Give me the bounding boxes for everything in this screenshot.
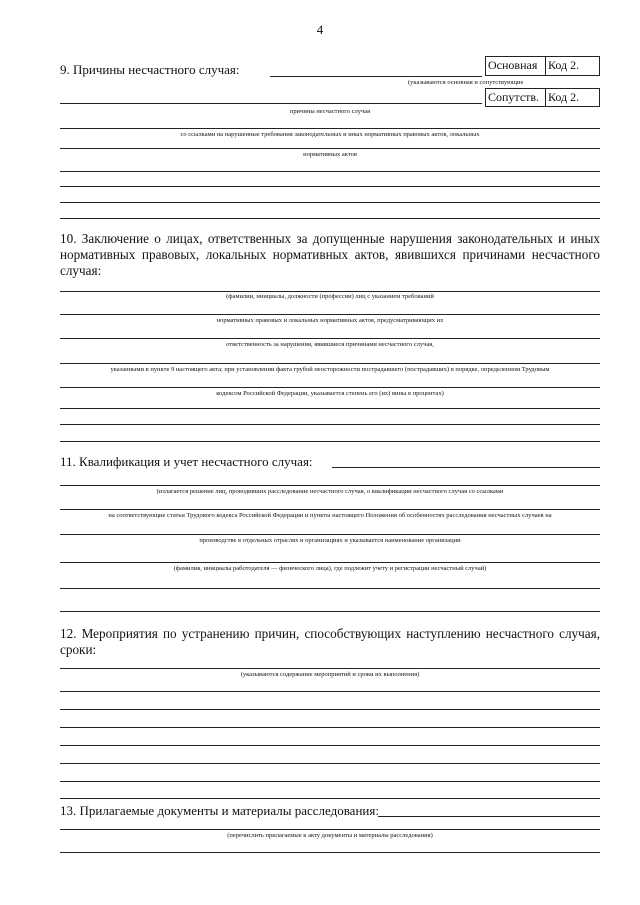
fill-line	[60, 338, 600, 339]
box-main: Основная	[485, 56, 546, 76]
fill-line	[60, 128, 600, 129]
fill-line	[378, 816, 600, 817]
fill-line	[60, 611, 600, 612]
fill-line	[60, 745, 600, 746]
caption-refs: со ссылками на нарушенные требования законодательных и иных нормативных правовых актов, локальных	[180, 131, 480, 138]
fill-line	[60, 798, 600, 799]
caption-10-2: нормативных правовых и локальных нормативных актов, предусматривающих их	[216, 317, 444, 324]
fill-line	[60, 509, 600, 510]
caption-10-5: кодексом Российской Федерации, указывается степень его (их) вины в процентах)	[216, 390, 444, 397]
fill-line	[270, 76, 482, 77]
fill-line	[60, 588, 600, 589]
caption-10-4: указанными в пункте 9 настоящего акта; при установлении факта грубой неосторожности пострадавшего (пострадавших) в порядке, определенном Трудовым	[110, 366, 550, 373]
box-concurrent: Сопутств.	[485, 88, 546, 107]
fill-line	[60, 727, 600, 728]
fill-line	[60, 218, 600, 219]
section-11-title: 11. Квалификация и учет несчастного случая:	[60, 454, 313, 469]
fill-line	[60, 562, 600, 563]
caption-acts: нормативных актов	[303, 151, 357, 158]
caption-10-3: ответственность за нарушения, явившиеся причинами несчастного случая,	[226, 341, 434, 348]
caption-reasons: причины несчастного случая	[289, 108, 371, 115]
fill-line	[60, 363, 600, 364]
fill-line	[60, 387, 600, 388]
fill-line	[60, 829, 600, 830]
fill-line	[60, 781, 600, 782]
fill-line	[60, 408, 600, 409]
box-code-1: Код 2.	[545, 56, 600, 76]
fill-line	[332, 467, 600, 468]
section-12-title: 12. Мероприятия по устранению причин, способствующих наступлению несчастного случая, сроки:	[60, 626, 600, 657]
caption-main-concurrent: (указываются основная и сопутствующие	[408, 79, 524, 86]
fill-line	[60, 202, 600, 203]
section-13-title: 13. Прилагаемые документы и материалы расследования:	[60, 803, 379, 818]
caption-10-1: (фамилии, инициалы, должности (профессии) лиц с указанием требований	[226, 293, 434, 300]
caption-11-4: (фамилия, инициалы работодателя — физического лица), где подлежит учету и регистрации несчастный случай)	[173, 565, 487, 572]
caption-11-3: производстве в отдельных отраслях и организациях и указывается наименование организации	[199, 537, 461, 544]
fill-line	[60, 485, 600, 486]
fill-line	[60, 171, 600, 172]
fill-line	[60, 852, 600, 853]
caption-11-1: (излагается решение лиц, проводивших расследование несчастного случая, о квалификации несчастного случая со ссылками	[156, 488, 504, 495]
page-number: 4	[316, 22, 324, 37]
section-10-title: 10. Заключение о лицах, ответственных за допущенные нарушения законодательных и иных нормативных правовых, локальных нормативных актов, явившихся причинами несчастного случая:	[60, 231, 600, 278]
caption-13-1: (перечислить прилагаемые к акту документы и материалы расследования)	[227, 832, 433, 839]
fill-line	[60, 314, 600, 315]
fill-line	[60, 148, 600, 149]
fill-line	[60, 709, 600, 710]
fill-line	[60, 691, 600, 692]
fill-line	[60, 103, 482, 104]
fill-line	[60, 291, 600, 292]
fill-line	[60, 186, 600, 187]
box-code-2: Код 2.	[545, 88, 600, 107]
fill-line	[60, 763, 600, 764]
caption-11-2: на соответствующие статьи Трудового кодекса Российской Федерации и пункты настоящего Положения об особенностях расследования несчастных случаев на	[108, 512, 552, 519]
caption-12-1: (указываются содержание мероприятий и сроки их выполнения)	[240, 671, 420, 678]
fill-line	[60, 424, 600, 425]
fill-line	[60, 668, 600, 669]
fill-line	[60, 441, 600, 442]
fill-line	[60, 534, 600, 535]
section-9-title: 9. Причины несчастного случая:	[60, 62, 240, 77]
